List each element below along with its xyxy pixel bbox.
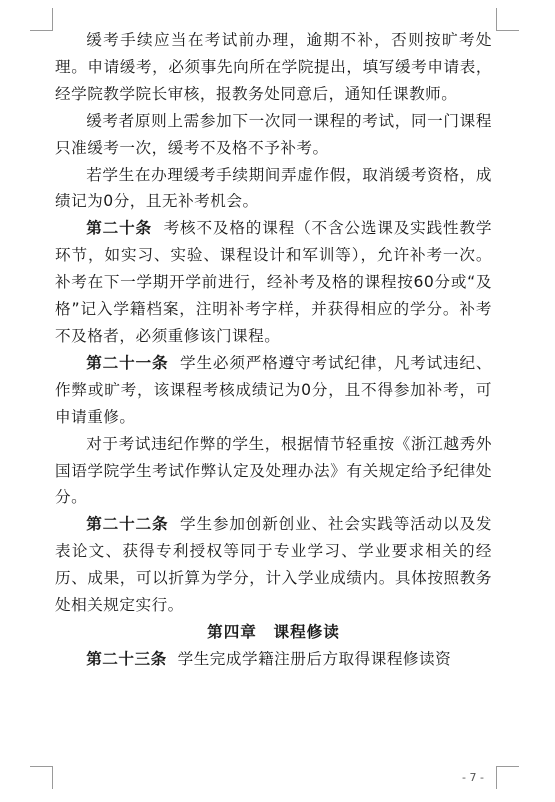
article-paragraph — [55, 350, 492, 431]
article-number: 第二十条 — [86, 219, 152, 238]
corner-crop-mark-top-right — [496, 8, 519, 31]
corner-crop-mark-bottom-right — [496, 766, 519, 789]
paragraph-text: 缓考者原则上需参加下一次同一课程的考试，同一门课程只准缓考一次，缓考不及格不予补考。 — [55, 111, 492, 157]
article-paragraph — [55, 646, 492, 673]
paragraph-text: 缓考手续应当在考试前办理，逾期不补，否则按旷考处理。申请缓考，必须事先向所在学院提出，填写缓考申请表，经学院教学院长审核，报教务处同意后，通知任课教师。 — [55, 31, 492, 103]
corner-crop-mark-top-left — [30, 8, 53, 31]
article-number: 第二十三条 — [86, 649, 167, 668]
paragraph — [55, 27, 492, 108]
paragraph-text: 学生必须严格遵守考试纪律，凡考试违纪、作弊或旷考，该课程考核成绩记为0分，且不得参加补考，可申请重修。 — [55, 353, 492, 426]
article-paragraph — [55, 511, 492, 619]
paragraph — [55, 162, 492, 216]
article-number: 第二十二条 — [86, 515, 169, 534]
paragraph — [55, 108, 492, 162]
chapter-heading: 第四章 课程修读 — [207, 622, 340, 641]
article-number: 第二十一条 — [86, 353, 169, 372]
page-number: - 7 - — [462, 771, 484, 784]
paragraph-text: 对于考试违纪作弊的学生，根据情节轻重按《浙江越秀外国语学院学生考试作弊认定及处理办法》有关规定给予纪律处分。 — [55, 434, 492, 507]
article-paragraph — [55, 215, 492, 350]
paragraph-text: 若学生在办理缓考手续期间弄虚作假，取消缓考资格，成绩记为0分，且无补考机会。 — [55, 165, 492, 211]
paragraph-text: 学生参加创新创业、社会实践等活动以及发表论文、获得专利授权等同于专业学习、学业要求相关的经历、成果，可以折算为学分，计入学业成绩内。具体按照教务处相关规定实行。 — [55, 515, 492, 615]
paragraph-text: 学生完成学籍注册后方取得课程修读资 — [177, 649, 452, 668]
paragraph — [55, 431, 492, 512]
document-body — [55, 27, 492, 673]
paragraph-text: 考核不及格的课程（不含公选课及实践性教学环节，如实习、实验、课程设计和军训等），允许补考一次。补考在下一学期开学前进行，经补考及格的课程按60分或“及格”记入学籍档案，注明补考字样，并获得相应的学分。补考不及格者，必须重修该门课程。 — [55, 219, 492, 345]
corner-crop-mark-bottom-left — [30, 766, 53, 789]
